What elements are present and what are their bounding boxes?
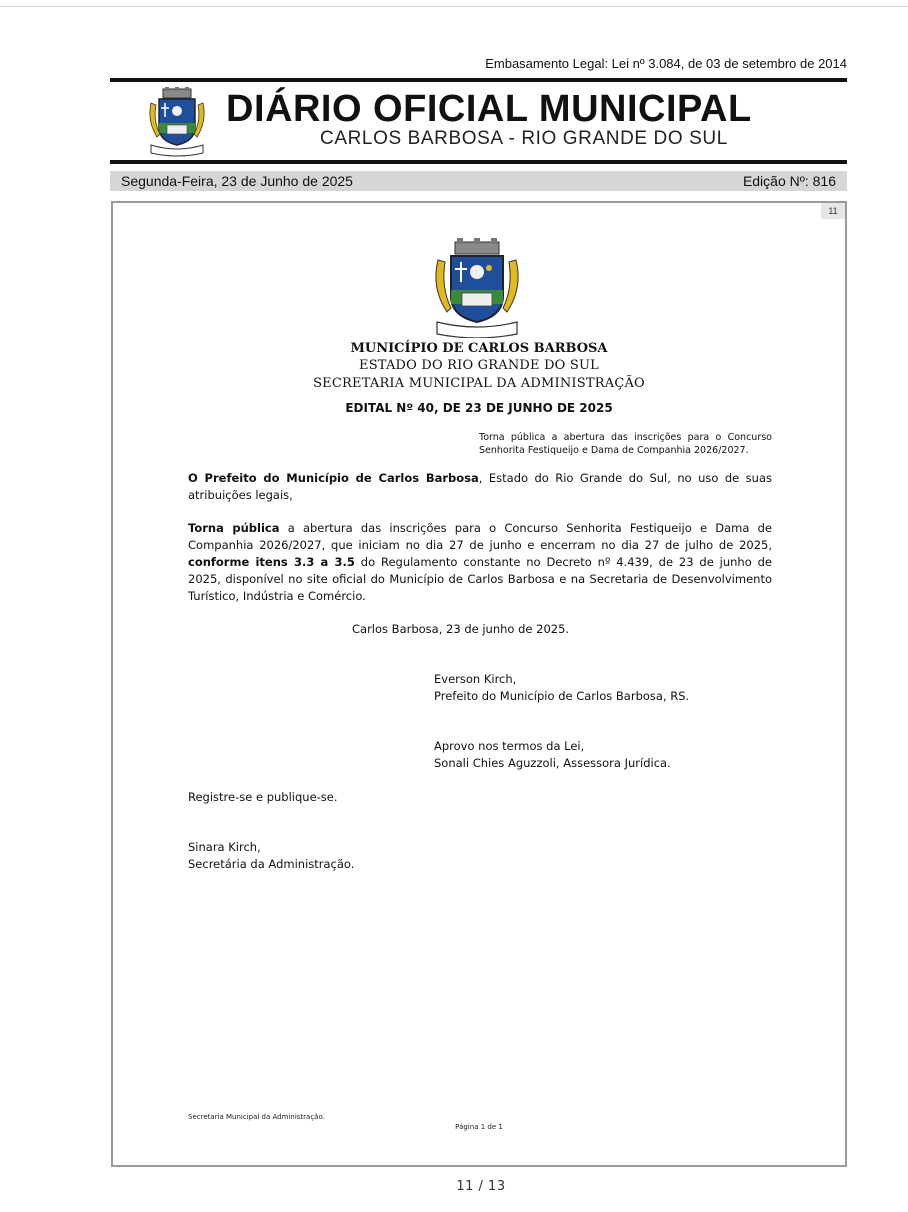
- municipality-name: MUNICÍPIO DE CARLOS BARBOSA: [350, 341, 608, 356]
- preamble-paragraph: [188, 470, 772, 504]
- masthead-bottom-rule: [110, 160, 847, 164]
- viewer-top-border: [0, 6, 908, 7]
- secretary-name: Sinara Kirch,: [188, 840, 261, 854]
- viewer-page-indicator: 11 / 13: [456, 1179, 506, 1194]
- municipal-coat-of-arms-icon: [429, 238, 525, 338]
- announcement-bold-lead: Torna pública: [188, 521, 280, 535]
- announcement-text-2: do Regulamento constante no Decreto nº 4.439, de 23 de junho de 2025, disponível no site oficial do Município de Carlos Barbosa e na Secretaria de Desenvolvimento Turístico, Indústria e Comércio.: [188, 555, 772, 603]
- approval-line: Aprovo nos termos da Lei,: [434, 739, 585, 753]
- state-name: ESTADO DO RIO GRANDE DO SUL: [359, 358, 599, 373]
- edition-number: Edição Nº: 816: [742, 173, 836, 189]
- announcement-bold-items: conforme itens 3.3 a 3.5: [188, 555, 355, 569]
- footer-page-number: Página 1 de 1: [455, 1123, 503, 1131]
- masthead-subtitle: CARLOS BARBOSA - RIO GRANDE DO SUL: [320, 128, 728, 149]
- publication-date: Segunda-Feira, 23 de Junho de 2025: [121, 173, 353, 189]
- approval-signer: Sonali Chies Aguzzoli, Assessora Jurídica.: [434, 756, 671, 770]
- date-edition-bar: [110, 171, 847, 191]
- legal-basis: Embasamento Legal: Lei nº 3.084, de 03 de setembro de 2014: [485, 56, 847, 71]
- preamble-bold-lead: O Prefeito do Município de Carlos Barbosa: [188, 471, 479, 485]
- announcement-text-1: a abertura das inscrições para o Concurso Senhorita Festiqueijo e Dama de Companhia 2026/2027, que iniciam no dia 27 de junho e encerram no dia 27 de julho de 2025,: [188, 521, 772, 552]
- edital-summary: Torna pública a abertura das inscrições para o Concurso Senhorita Festiqueijo e Dama de Companhia 2026/2027.: [479, 432, 772, 456]
- footer-department: Secretaria Municipal da Administração.: [188, 1113, 325, 1121]
- page-number-badge: 11: [821, 203, 845, 219]
- municipal-coat-of-arms-icon: [145, 87, 209, 157]
- masthead-title: DIÁRIO OFICIAL MUNICIPAL: [226, 88, 752, 130]
- department-name: SECRETARIA MUNICIPAL DA ADMINISTRAÇÃO: [313, 376, 645, 391]
- place-date: Carlos Barbosa, 23 de junho de 2025.: [352, 622, 570, 636]
- mayor-role: Prefeito do Município de Carlos Barbosa, RS.: [434, 689, 690, 703]
- announcement-paragraph: [188, 520, 772, 605]
- register-line: Registre-se e publique-se.: [188, 790, 338, 804]
- secretary-role: Secretária da Administração.: [188, 857, 355, 871]
- edital-title: EDITAL Nº 40, DE 23 DE JUNHO DE 2025: [345, 401, 613, 415]
- mayor-name: Everson Kirch,: [434, 672, 517, 686]
- document-page: [111, 201, 847, 1167]
- preamble-text: , Estado do Rio Grande do Sul, no uso de suas atribuições legais,: [188, 471, 772, 502]
- masthead-top-rule: [110, 78, 847, 82]
